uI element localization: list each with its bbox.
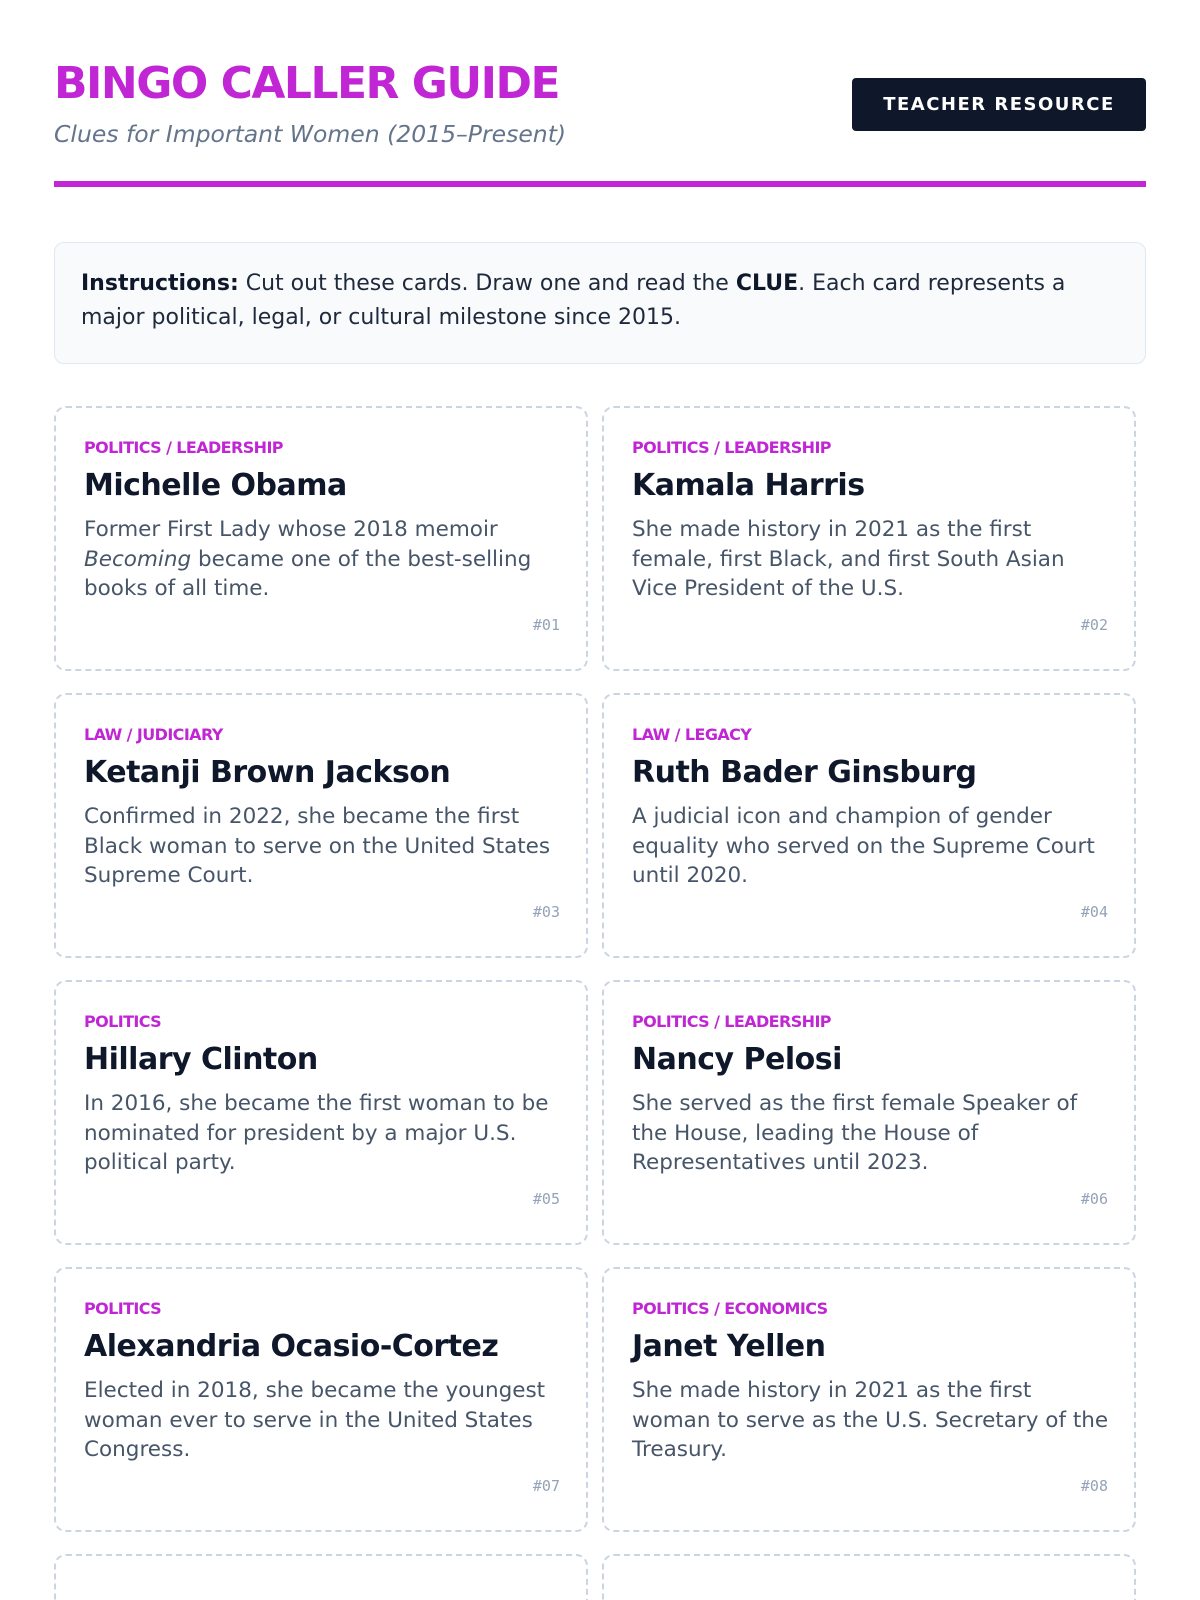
card-clue xyxy=(84,1089,564,1178)
card-category: LAW / JUDICIARY xyxy=(84,725,223,744)
bingo-card xyxy=(54,1267,588,1532)
card-name: Kamala Harris xyxy=(632,468,865,503)
card-clue xyxy=(84,515,564,604)
card-category: POLITICS / ECONOMICS xyxy=(632,1299,828,1318)
card-clue xyxy=(632,1089,1112,1178)
card-clue xyxy=(84,802,564,891)
card-number: #02 xyxy=(1080,616,1108,634)
card-number: #01 xyxy=(532,616,560,634)
card-clue-text: Elected in 2018, she became the youngest woman ever to serve in the United States Congress. xyxy=(84,1378,546,1462)
card-clue-text: She made history in 2021 as the first female, first Black, and first South Asian Vice President of the U.S. xyxy=(632,517,1065,601)
card-clue-text: A judicial icon and champion of gender equality who served on the Supreme Court until 2020. xyxy=(632,804,1095,888)
bingo-card xyxy=(602,980,1136,1245)
instructions-emphasis: CLUE xyxy=(735,271,799,296)
card-number: #08 xyxy=(1080,1477,1108,1495)
card-category: POLITICS xyxy=(84,1299,162,1318)
bingo-card xyxy=(54,693,588,958)
card-clue xyxy=(632,1376,1112,1465)
card-number: #04 xyxy=(1080,903,1108,921)
card-clue-text: She made history in 2021 as the first woman to serve as the U.S. Secretary of the Treasury. xyxy=(632,1378,1109,1462)
card-name: Ketanji Brown Jackson xyxy=(84,755,451,790)
card-clue-title: Becoming xyxy=(84,546,192,572)
card-number: #05 xyxy=(532,1190,560,1208)
card-category: POLITICS / LEADERSHIP xyxy=(84,438,283,457)
instructions-label: Instructions: xyxy=(81,271,239,296)
instructions-text-before: Cut out these cards. Draw one and read the xyxy=(238,271,736,296)
card-category: POLITICS / LEADERSHIP xyxy=(632,1012,831,1031)
page-title: BINGO CALLER GUIDE xyxy=(54,58,560,109)
page-subtitle: Clues for Important Women (2015–Present) xyxy=(54,120,567,148)
bingo-card xyxy=(602,406,1136,671)
card-clue-text-end: became one of the best-selling books of all time. xyxy=(84,546,532,601)
bingo-card xyxy=(54,406,588,671)
card-clue xyxy=(632,515,1112,604)
header xyxy=(54,0,1146,188)
card-clue-text: Former First Lady whose 2018 memoir xyxy=(84,517,498,542)
card-name: Hillary Clinton xyxy=(84,1042,318,1077)
card-category: LAW / LEGACY xyxy=(632,725,752,744)
teacher-resource-badge: TEACHER RESOURCE xyxy=(852,78,1146,131)
page xyxy=(54,0,1146,1495)
card-name: Alexandria Ocasio-Cortez xyxy=(84,1329,499,1364)
header-divider xyxy=(54,181,1146,187)
bingo-card xyxy=(602,1554,1136,1600)
bingo-card xyxy=(54,1554,588,1600)
card-number: #06 xyxy=(1080,1190,1108,1208)
bingo-card xyxy=(602,1267,1136,1532)
card-clue-text: In 2016, she became the first woman to be nominated for president by a major U.S. political party. xyxy=(84,1091,549,1175)
bingo-card xyxy=(54,980,588,1245)
card-category: POLITICS / LEADERSHIP xyxy=(632,438,831,457)
instructions-text-after: . Each card represents a major political, legal, or cultural milestone since 2015. xyxy=(81,271,1066,330)
card-clue xyxy=(84,1376,564,1465)
card-clue-text: She served as the first female Speaker of the House, leading the House of Representatives until 2023. xyxy=(632,1091,1078,1175)
card-clue-text: Confirmed in 2022, she became the first Black woman to serve on the United States Supreme Court. xyxy=(84,804,551,888)
bingo-card xyxy=(602,693,1136,958)
instructions-box xyxy=(54,242,1146,364)
card-name: Janet Yellen xyxy=(632,1329,826,1364)
card-category: POLITICS xyxy=(84,1012,162,1031)
card-number: #03 xyxy=(532,903,560,921)
card-clue xyxy=(632,802,1112,891)
card-number: #07 xyxy=(532,1477,560,1495)
card-name: Michelle Obama xyxy=(84,468,347,503)
card-name: Ruth Bader Ginsburg xyxy=(632,755,977,790)
card-name: Nancy Pelosi xyxy=(632,1042,842,1077)
